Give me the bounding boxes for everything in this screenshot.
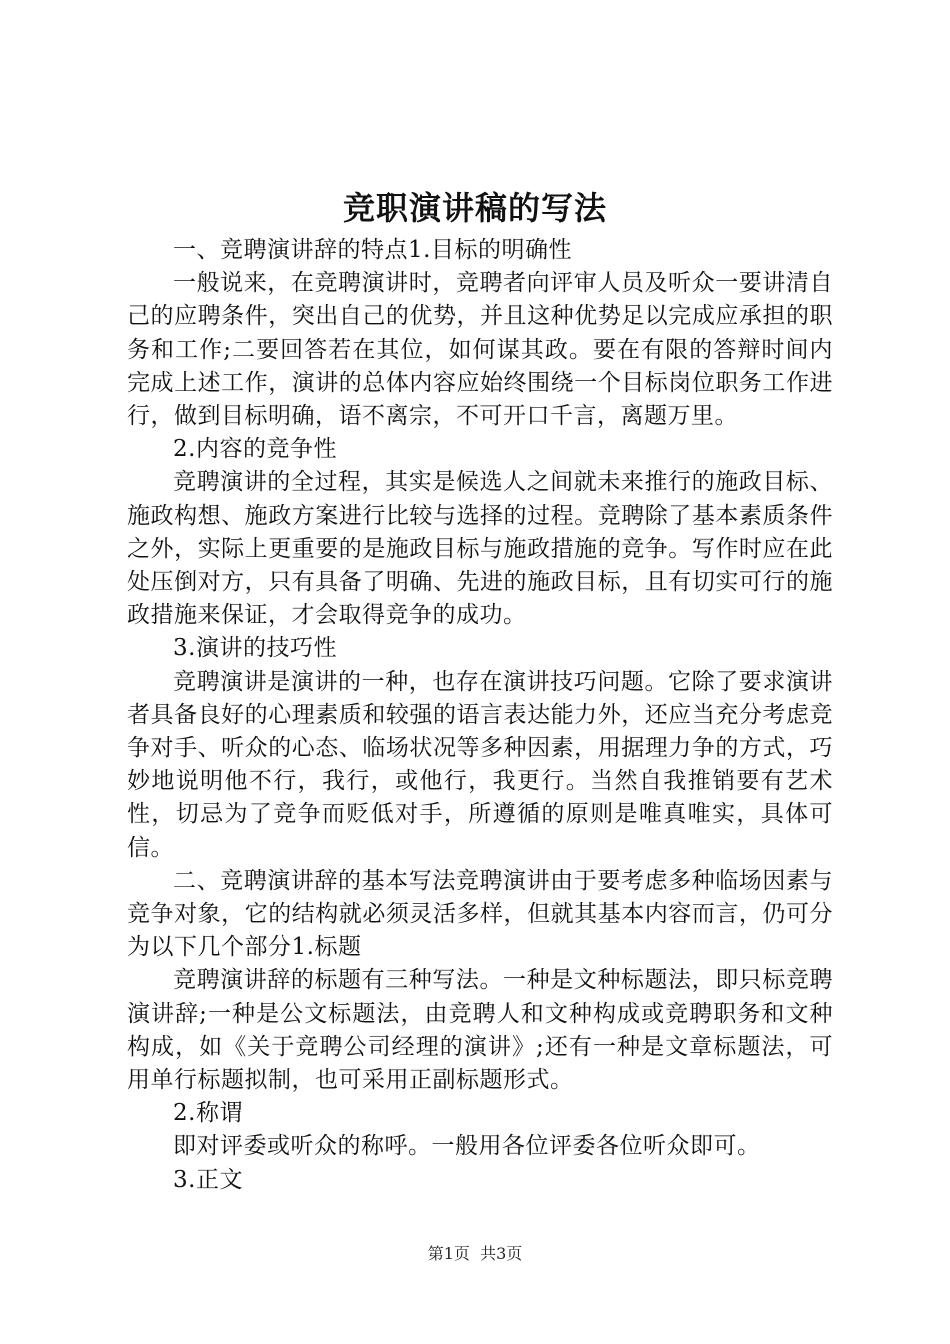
paragraph-heading-competitiveness: 2.内容的竞争性 — [173, 436, 337, 463]
paragraph-section-2-heading: 二、竞聘演讲辞的基本写法竞聘演讲由于要考虑多种临场因素与竞争对象，它的结构就必须灵活多样，但就其基本内容而言，仍可分为以下几个部分1.标题 — [127, 867, 833, 961]
paragraph-section-1-heading: 一、竞聘演讲辞的特点1.目标的明确性 — [173, 237, 572, 263]
paragraph-heading-salutation: 2.称谓 — [173, 1100, 243, 1127]
paragraph-technique: 竞聘演讲是演讲的一种，也存在演讲技巧问题。它除了要求演讲者具备良好的心理素质和较强的语言表达能力外，还应当充分考虑竞争对手、听众的心态、临场状况等多种因素，用据理力争的方式，巧妙地说明他不行，我行，或他行，我更行。当然自我推销要有艺术性，切忌为了竞争而贬低对手，所遵循的原则是唯真唯实，具体可信。 — [127, 668, 833, 861]
document-title: 竞职演讲稿的写法 — [342, 189, 607, 227]
paragraph-goal-clarity: 一般说来，在竞聘演讲时，竞聘者向评审人员及听众一要讲清自己的应聘条件，突出自己的优势，并且这种优势足以完成应承担的职务和工作;二要回答若在其位，如何谋其政。要在有限的答辩时间内完成上述工作，演讲的总体内容应始终围绕一个目标岗位职务工作进行，做到目标明确，语不离宗，不可开口千言，离题万里。 — [127, 270, 833, 430]
paragraph-heading-main-text: 3.正文 — [173, 1166, 243, 1193]
page-footer — [0, 1243, 950, 1265]
paragraph-competitiveness: 竞聘演讲的全过程，其实是候选人之间就未来推行的施政目标、施政构想、施政方案进行比较与选择的过程。竞聘除了基本素质条件之外，实际上更重要的是施政目标与施政措施的竞争。写作时应在此处压倒对方，只有具备了明确、先进的施政目标，且有切实可行的施政措施来保证，才会取得竞争的成功。 — [127, 469, 833, 629]
paragraph-salutation: 即对评委或听众的称呼。一般用各位评委各位听众即可。 — [173, 1133, 761, 1160]
paragraph-heading-technique: 3.演讲的技巧性 — [173, 635, 337, 662]
document-body — [127, 234, 833, 1197]
paragraph-title-methods: 竞聘演讲辞的标题有三种写法。一种是文种标题法，即只标竞聘演讲辞;一种是公文标题法，由竞聘人和文种构成或竞聘职务和文种构成，如《关于竞聘公司经理的演讲》;还有一种是文章标题法，可用单行标题拟制，也可采用正副标题形式。 — [127, 967, 833, 1094]
page-number: 第1页 共3页 — [427, 1244, 523, 1263]
